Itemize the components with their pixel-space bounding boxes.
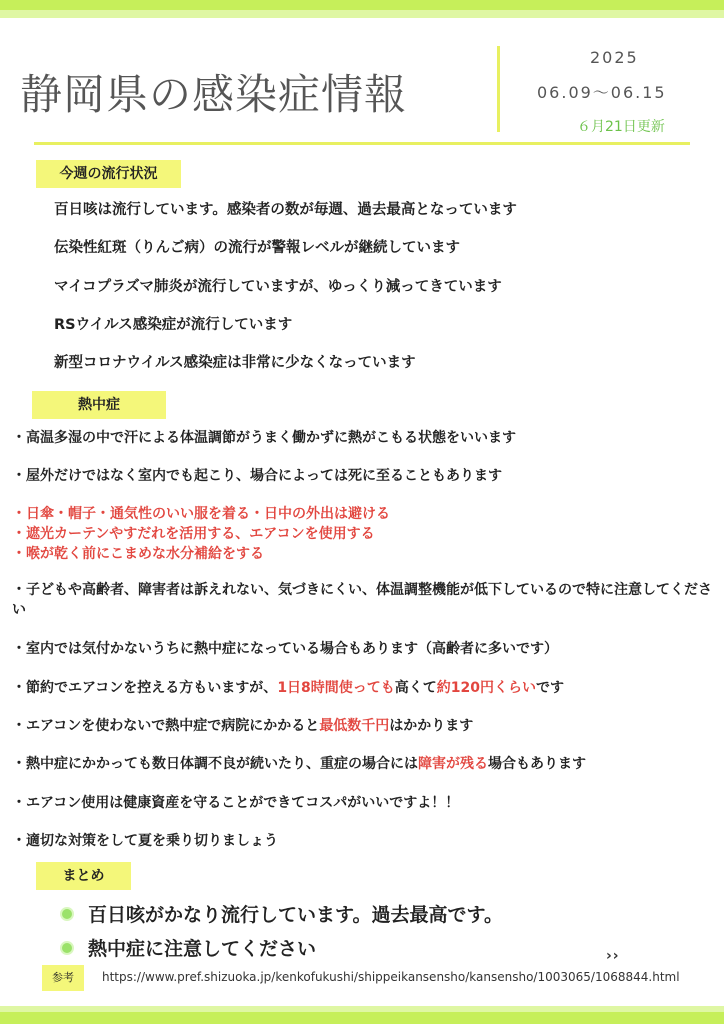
heatstroke-line-cost — [12, 677, 564, 697]
highlight-span: 最低数千円 — [319, 718, 390, 734]
top-decor-bar — [0, 0, 724, 18]
text-span: 場合もあります — [488, 756, 586, 772]
heatstroke-line: ・子どもや高齢者、障害者は訴えれない、気づきにくい、体温調整機能が低下しているので特に注意してください — [12, 582, 712, 618]
heatstroke-line-severity — [12, 753, 586, 773]
report-year: 2025 — [590, 48, 639, 67]
bullet-dot-icon — [60, 941, 74, 955]
trend-item: 百日咳は流行しています。感染者の数が毎週、過去最高となっています — [54, 202, 517, 218]
text-span: ・熱中症にかかっても数日体調不良が続いたり、重症の場合には — [12, 756, 418, 772]
text-span: です — [536, 680, 565, 696]
heatstroke-tip-red: ・日傘・帽子・通気性のいい服を着る・日中の外出は避ける — [12, 506, 390, 522]
summary-text: 熱中症に注意してください — [88, 938, 317, 960]
reference-label: 参考 — [42, 965, 84, 991]
header-divider-horizontal — [34, 142, 690, 145]
heatstroke-line: ・室内では気付かないうちに熱中症になっている場合もあります（高齢者に多いです） — [12, 641, 558, 657]
summary-text: 百日咳がかなり流行しています。過去最高です。 — [88, 904, 503, 926]
section-heading-summary: まとめ — [36, 862, 131, 890]
header-divider-vertical — [497, 46, 500, 132]
heatstroke-tip-red: ・喉が乾く前にこまめな水分補給をする — [12, 546, 264, 562]
heatstroke-line: ・屋外だけではなく室内でも起こり、場合によっては死に至ることもあります — [12, 468, 502, 484]
updated-date: ６月21日更新 — [577, 119, 665, 135]
trend-item: 伝染性紅斑（りんご病）の流行が警報レベルが継続しています — [54, 240, 460, 256]
double-chevron-icon: ›› — [606, 948, 620, 964]
heatstroke-line: ・エアコン使用は健康資産を守ることができてコスパがいいですよ！！ — [12, 795, 460, 811]
highlight-span: 約120円くらい — [436, 680, 537, 696]
bullet-dot-icon — [60, 907, 74, 921]
text-span: ・節約でエアコンを控える方もいますが、 — [12, 680, 278, 696]
summary-item — [60, 934, 316, 961]
heatstroke-line-hospital — [12, 715, 473, 735]
section-heading-heatstroke: 熱中症 — [32, 391, 166, 419]
trend-item: RSウイルス感染症が流行しています — [54, 317, 293, 333]
text-span: 高くて — [394, 680, 437, 696]
page-title: 静岡県の感染症情報 — [20, 70, 408, 119]
heatstroke-line: ・適切な対策をして夏を乗り切りましょう — [12, 833, 278, 849]
summary-item — [60, 900, 503, 927]
bottom-decor-bar — [0, 1006, 724, 1024]
highlight-span: 1日8時間使っても — [277, 680, 395, 696]
heatstroke-tip-red: ・遮光カーテンやすだれを活用する、エアコンを使用する — [12, 526, 375, 542]
trend-item: 新型コロナウイルス感染症は非常に少なくなっています — [54, 355, 416, 371]
text-span: ・エアコンを使わないで熱中症で病院にかかると — [12, 718, 320, 734]
report-date-range: 06.09～06.15 — [537, 83, 667, 102]
highlight-span: 障害が残る — [418, 756, 488, 772]
text-span: はかかります — [389, 718, 474, 734]
heatstroke-line: ・高温多湿の中で汗による体温調節がうまく働かずに熱がこもる状態をいいます — [12, 430, 516, 446]
trend-item: マイコプラズマ肺炎が流行していますが、ゆっくり減ってきています — [54, 279, 502, 295]
reference-link[interactable]: https://www.pref.shizuoka.jp/kenkofukushi/shippeikansensho/kansensho/1003065/1068844.html — [102, 970, 680, 984]
section-heading-trends: 今週の流行状況 — [36, 160, 181, 188]
